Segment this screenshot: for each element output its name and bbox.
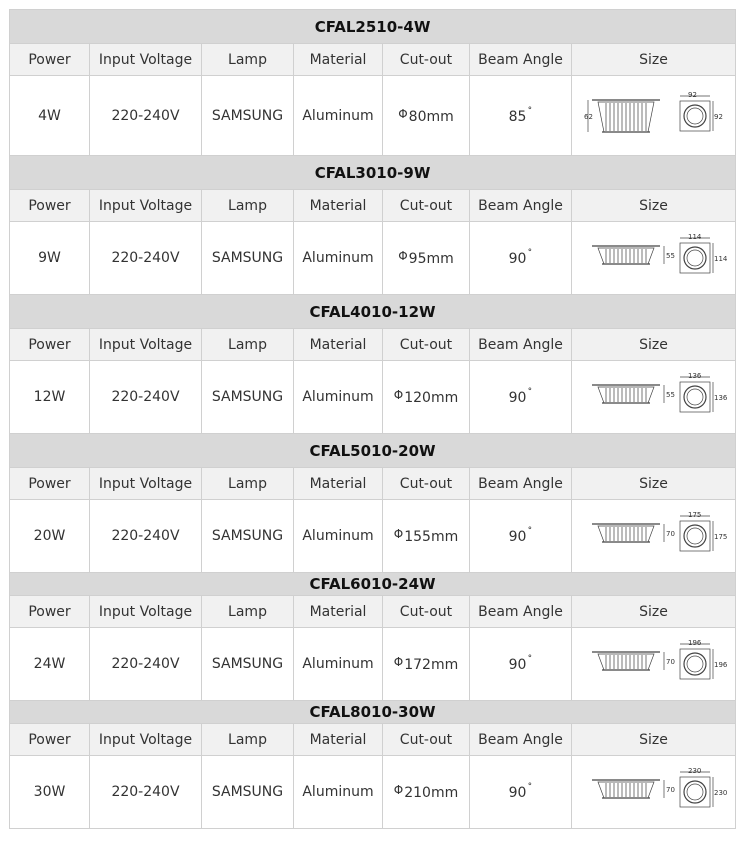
cut-out-value: 120mm [404,390,459,406]
diameter-symbol: Φ [393,655,404,669]
spec-row [10,628,736,701]
column-header: Size [572,190,736,222]
degree-symbol: ˚ [527,106,533,118]
beam-angle-cell [470,361,572,434]
input-voltage-value: 220-240V [111,528,180,544]
spec-row [10,361,736,434]
size-drawing-cell [572,500,736,573]
column-header: Material [294,596,383,628]
power-cell [10,361,90,434]
column-header: Material [294,44,383,76]
side-view-drawing [592,246,675,264]
material-value: Aluminum [302,389,374,405]
column-header: Lamp [202,596,294,628]
dimension-drawing [584,92,724,140]
cut-out-value: 155mm [404,529,459,545]
spec-row [10,500,736,573]
column-header: Power [10,468,90,500]
diameter-symbol: Φ [393,783,404,797]
model-title-row [10,10,736,44]
input-voltage-value: 220-240V [111,389,180,405]
header-row [10,190,736,222]
side-view-drawing [584,100,660,132]
beam-angle-value: 90 [508,657,527,673]
degree-symbol: ˚ [527,527,533,538]
side-dimension-label: 92 [713,112,723,121]
beam-angle-value: 90 [508,529,527,545]
dimension-drawing [584,372,727,421]
power-value: 20W [33,528,66,544]
column-header: Lamp [202,724,294,756]
model-title-row [10,295,736,329]
lamp-value: SAMSUNG [211,250,284,266]
column-header: Power [10,724,90,756]
column-header: Beam Angle [470,190,572,222]
model-title-row [10,573,736,596]
beam-angle-cell [470,756,572,829]
column-header: Cut-out [383,190,470,222]
lamp-value: SAMSUNG [211,528,284,544]
cut-out-value: 172mm [404,657,459,673]
cut-out-value: 210mm [404,785,459,801]
column-header: Lamp [202,190,294,222]
power-value: 9W [38,250,61,266]
material-cell [294,628,383,701]
column-header: Beam Angle [470,329,572,361]
spec-row [10,76,736,156]
cut-out-cell [383,628,470,701]
column-header: Beam Angle [470,596,572,628]
cut-out-value: 95mm [408,251,454,267]
column-header: Lamp [202,468,294,500]
side-view-drawing [592,780,675,798]
column-header: Input Voltage [90,329,202,361]
height-dimension-label: 70 [665,658,675,666]
model-name: CFAL3010-9W [10,156,736,190]
material-cell [294,76,383,156]
width-dimension-label: 175 [687,511,701,519]
material-cell [294,756,383,829]
input-voltage-cell [90,361,202,434]
input-voltage-value: 220-240V [111,784,180,800]
column-header: Input Voltage [90,44,202,76]
cut-out-cell [383,222,470,295]
beam-angle-value: 90 [508,390,527,406]
lamp-cell [202,628,294,701]
column-header: Material [294,724,383,756]
degree-symbol: ˚ [527,388,533,399]
input-voltage-cell [90,222,202,295]
input-voltage-cell [90,76,202,156]
side-dimension-label: 114 [713,255,727,263]
input-voltage-value: 220-240V [111,107,180,124]
header-row [10,468,736,500]
lamp-cell [202,361,294,434]
column-header: Size [572,468,736,500]
side-view-drawing [592,385,675,403]
side-dimension-label: 136 [713,394,727,402]
spec-row [10,222,736,295]
column-header: Beam Angle [470,44,572,76]
power-value: 4W [38,107,61,124]
side-view-drawing [592,652,675,670]
column-header: Cut-out [383,596,470,628]
column-header: Material [294,190,383,222]
model-name: CFAL4010-12W [10,295,736,329]
power-value: 30W [33,784,66,800]
header-row [10,329,736,361]
column-header: Cut-out [383,724,470,756]
header-row [10,44,736,76]
column-header: Size [572,724,736,756]
height-dimension-label: 55 [665,391,675,399]
column-header: Lamp [202,44,294,76]
model-title-row [10,434,736,468]
beam-angle-value: 90 [508,251,527,267]
lamp-cell [202,76,294,156]
dimension-drawing [584,511,727,560]
lamp-cell [202,222,294,295]
column-header: Power [10,190,90,222]
material-value: Aluminum [302,107,374,124]
column-header: Beam Angle [470,468,572,500]
dimension-drawing [584,639,727,688]
top-view-drawing [680,372,728,412]
top-view-drawing [680,767,727,807]
column-header: Power [10,44,90,76]
model-name: CFAL5010-20W [10,434,736,468]
size-drawing-cell [572,628,736,701]
header-row [10,724,736,756]
size-drawing-cell [572,361,736,434]
model-title-row [10,156,736,190]
input-voltage-cell [90,756,202,829]
column-header: Lamp [202,329,294,361]
cut-out-value: 80mm [408,108,454,125]
beam-angle-cell [470,76,572,156]
beam-angle-cell [470,628,572,701]
column-header: Input Voltage [90,724,202,756]
width-dimension-label: 230 [687,767,701,775]
side-view-drawing [592,524,675,542]
column-header: Power [10,329,90,361]
size-drawing-cell [572,756,736,829]
degree-symbol: ˚ [527,783,533,794]
power-value: 24W [33,656,66,672]
material-cell [294,361,383,434]
column-header: Input Voltage [90,596,202,628]
input-voltage-value: 220-240V [111,250,180,266]
model-name: CFAL2510-4W [10,10,736,44]
column-header: Cut-out [383,44,470,76]
column-header: Cut-out [383,468,470,500]
material-value: Aluminum [302,250,374,266]
width-dimension-label: 136 [687,372,701,380]
lamp-cell [202,500,294,573]
dimension-drawing [584,233,727,282]
beam-angle-cell [470,222,572,295]
model-name: CFAL8010-30W [10,701,736,724]
power-cell [10,628,90,701]
power-cell [10,756,90,829]
cut-out-cell [383,756,470,829]
lamp-value: SAMSUNG [211,107,284,124]
diameter-symbol: Φ [393,527,404,541]
column-header: Material [294,329,383,361]
material-cell [294,222,383,295]
lamp-cell [202,756,294,829]
degree-symbol: ˚ [527,655,533,666]
power-cell [10,222,90,295]
beam-angle-value: 85 [508,108,527,125]
diameter-symbol: Φ [398,249,408,263]
lamp-value: SAMSUNG [211,656,284,672]
dimension-drawing [584,767,727,816]
material-value: Aluminum [302,656,374,672]
diameter-symbol: Φ [398,106,408,121]
height-dimension-label: 70 [665,786,675,794]
top-view-drawing [680,91,723,131]
column-header: Size [572,596,736,628]
input-voltage-cell [90,500,202,573]
spec-row [10,756,736,829]
width-dimension-label: 196 [687,639,701,647]
input-voltage-value: 220-240V [111,656,180,672]
material-cell [294,500,383,573]
column-header: Input Voltage [90,468,202,500]
model-name: CFAL6010-24W [10,573,736,596]
product-spec-table [9,9,736,829]
height-dimension-label: 55 [665,252,675,260]
width-dimension-label: 92 [687,90,697,99]
side-dimension-label: 196 [713,661,727,669]
top-view-drawing [680,511,727,551]
cut-out-cell [383,361,470,434]
beam-angle-cell [470,500,572,573]
material-value: Aluminum [302,528,374,544]
width-dimension-label: 114 [687,233,701,241]
power-value: 12W [33,389,66,405]
column-header: Size [572,329,736,361]
cut-out-cell [383,500,470,573]
beam-angle-value: 90 [508,785,527,801]
column-header: Cut-out [383,329,470,361]
height-dimension-label: 70 [665,530,675,538]
top-view-drawing [680,639,728,679]
diameter-symbol: Φ [393,388,404,402]
size-drawing-cell [572,76,736,156]
degree-symbol: ˚ [527,249,533,260]
model-title-row [10,701,736,724]
column-header: Power [10,596,90,628]
header-row [10,596,736,628]
input-voltage-cell [90,628,202,701]
lamp-value: SAMSUNG [211,389,284,405]
power-cell [10,76,90,156]
top-view-drawing [680,233,728,273]
column-header: Input Voltage [90,190,202,222]
material-value: Aluminum [302,784,374,800]
cut-out-cell [383,76,470,156]
size-drawing-cell [572,222,736,295]
side-dimension-label: 175 [713,533,727,541]
lamp-value: SAMSUNG [211,784,284,800]
power-cell [10,500,90,573]
column-header: Beam Angle [470,724,572,756]
column-header: Size [572,44,736,76]
height-dimension-label: 62 [583,112,593,121]
side-dimension-label: 230 [713,789,727,797]
column-header: Material [294,468,383,500]
